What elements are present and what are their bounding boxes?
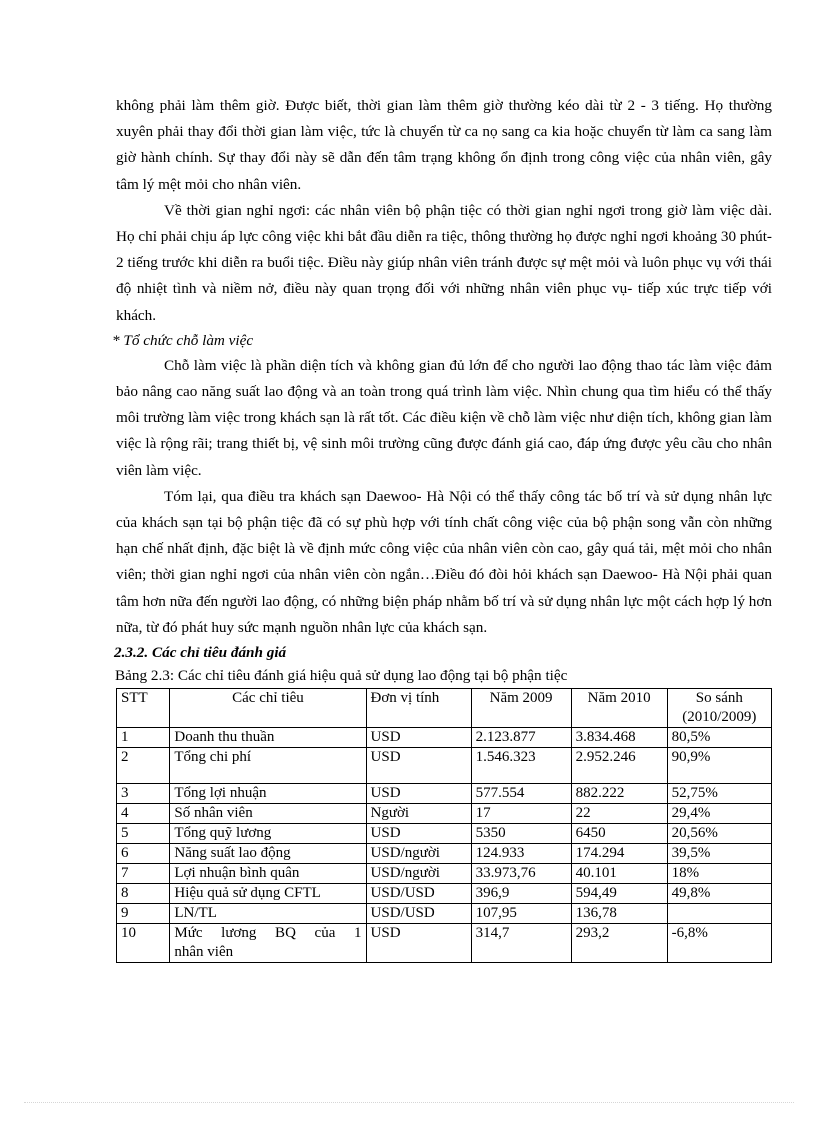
table-row (117, 844, 772, 864)
cell-stt: 9 (117, 904, 170, 924)
table-row (117, 884, 772, 904)
cell-indicator-line2: nhân viên (174, 944, 234, 961)
cell-2009: 5350 (471, 824, 571, 844)
cell-2009: 107,95 (471, 904, 571, 924)
header-year-2009: Năm 2009 (471, 689, 571, 728)
paragraph-rest-time: Về thời gian nghỉ ngơi: các nhân viên bộ phận tiệc có thời gian nghỉ ngơi trong giờ làm việc dài. Họ chỉ phải chịu áp lực công việc khi bắt đầu diễn ra tiệc, thông thường họ được nghỉ ngơi khoảng 30 phút-2 tiếng trước khi diễn ra buổi tiệc. Điều này giúp nhân viên tránh được sự mệt mỏi và luôn phục vụ với thái độ nhiệt tình và niềm nở, điều này quan trọng đối với những nhân viên phục vụ- tiếp xúc trực tiếp với khách. (116, 201, 772, 324)
cell-compare: 29,4% (667, 804, 771, 824)
cell-stt: 4 (117, 804, 170, 824)
cell-unit: Người (366, 804, 471, 824)
paragraph-workplace: Chỗ làm việc là phần diện tích và không gian đủ lớn để cho người lao động thao tác làm việc đảm bảo nâng cao năng suất lao động và an toàn trong quá trình làm việc. Nhìn chung qua tìm hiểu có thể thấy môi trường làm việc trong khách sạn là rất tốt. Các điều kiện về chỗ làm việc như diện tích, không gian làm việc là rộng rãi; trang thiết bị, vệ sinh môi trường cũng được đánh giá cao, đáp ứng được yêu cầu cho nhân viên làm việc. (116, 356, 772, 479)
cell-indicator: Số nhân viên (170, 804, 366, 824)
table-row (117, 784, 772, 804)
cell-2009: 577.554 (471, 784, 571, 804)
cell-2009: 33.973,76 (471, 864, 571, 884)
cell-2010: 293,2 (571, 924, 667, 963)
cell-stt: 7 (117, 864, 170, 884)
cell-indicator: Năng suất lao động (170, 844, 366, 864)
cell-stt: 8 (117, 884, 170, 904)
header-compare-line1: So sánh (695, 690, 743, 707)
cell-unit: USD (366, 728, 471, 748)
cell-unit: USD/người (366, 864, 471, 884)
cell-stt: 10 (117, 924, 170, 963)
indicators-table (116, 688, 772, 963)
cell-2009: 1.546.323 (471, 748, 571, 784)
cell-indicator: Hiệu quả sử dụng CFTL (170, 884, 366, 904)
cell-indicator: Tổng lợi nhuận (170, 784, 366, 804)
cell-2010: 2.952.246 (571, 748, 667, 784)
cell-2010: 594,49 (571, 884, 667, 904)
table-header-row (117, 689, 772, 728)
subheading-workplace: * Tổ chức chỗ làm việc (112, 331, 254, 349)
cell-indicator: Tổng chi phí (170, 748, 366, 784)
cell-compare (667, 904, 771, 924)
table-row (117, 748, 772, 784)
cell-2010: 174.294 (571, 844, 667, 864)
table-row (117, 804, 772, 824)
cell-indicator (170, 924, 366, 963)
header-compare (667, 689, 771, 728)
cell-2009: 314,7 (471, 924, 571, 963)
cell-indicator: LN/TL (170, 904, 366, 924)
table-row (117, 924, 772, 963)
cell-unit: USD/người (366, 844, 471, 864)
cell-unit: USD (366, 824, 471, 844)
cell-indicator: Lợi nhuận bình quân (170, 864, 366, 884)
header-year-2010: Năm 2010 (571, 689, 667, 728)
cell-stt: 6 (117, 844, 170, 864)
header-unit: Đơn vị tính (366, 689, 471, 728)
cell-compare: 90,9% (667, 748, 771, 784)
cell-unit: USD (366, 748, 471, 784)
header-stt: STT (117, 689, 170, 728)
paragraph-summary: Tóm lại, qua điều tra khách sạn Daewoo- Hà Nội có thể thấy công tác bố trí và sử dụng nhân lực của khách sạn tại bộ phận tiệc đã có sự phù hợp với tính chất công việc của bộ phận song vẫn còn những hạn chế nhất định, đặc biệt là về định mức công việc của nhân viên còn cao, gây quá tải, mệt mỏi cho nhân viên; thời gian nghỉ ngơi của nhân viên còn ngắn…Điều đó đòi hỏi khách sạn Daewoo- Hà Nội phải quan tâm hơn nữa đến người lao động, có những biện pháp nhằm bố trí và sử dụng nhân lực một cách hợp lý hơn nữa, từ đó phát huy sức mạnh nguồn nhân lực của khách sạn. (116, 487, 772, 636)
table-caption: Bảng 2.3: Các chỉ tiêu đánh giá hiệu quả sử dụng lao động tại bộ phận tiệc (115, 667, 568, 685)
cell-compare: 20,56% (667, 824, 771, 844)
table-row (117, 864, 772, 884)
cell-stt: 1 (117, 728, 170, 748)
cell-compare: 80,5% (667, 728, 771, 748)
cell-indicator: Doanh thu thuần (170, 728, 366, 748)
header-indicator: Các chỉ tiêu (170, 689, 366, 728)
cell-2010: 22 (571, 804, 667, 824)
cell-2010: 40.101 (571, 864, 667, 884)
paragraph-overtime: không phải làm thêm giờ. Được biết, thời gian làm thêm giờ thường kéo dài từ 2 - 3 tiếng. Họ thường xuyên phải thay đổi thời gian làm việc, tức là chuyển từ ca nọ sang ca kia hoặc chuyển từ làm ca sang làm giờ hành chính. Sự thay đổi này sẽ dẫn đến tâm trạng không ổn định trong công việc của nhân viên, gây tâm lý mệt mỏi cho nhân viên. (116, 97, 772, 193)
cell-compare: 52,75% (667, 784, 771, 804)
cell-unit: USD/USD (366, 904, 471, 924)
table-row (117, 824, 772, 844)
cell-2010: 3.834.468 (571, 728, 667, 748)
page-bottom-divider (24, 1102, 794, 1103)
cell-compare: -6,8% (667, 924, 771, 963)
cell-stt: 3 (117, 784, 170, 804)
cell-unit: USD (366, 784, 471, 804)
table-row (117, 728, 772, 748)
cell-2010: 882.222 (571, 784, 667, 804)
header-compare-line2: (2010/2009) (682, 709, 757, 726)
cell-2009: 124.933 (471, 844, 571, 864)
cell-compare: 39,5% (667, 844, 771, 864)
cell-2009: 2.123.877 (471, 728, 571, 748)
cell-compare: 18% (667, 864, 771, 884)
cell-compare: 49,8% (667, 884, 771, 904)
cell-indicator: Tổng quỹ lương (170, 824, 366, 844)
document-page (112, 93, 772, 963)
cell-2009: 17 (471, 804, 571, 824)
cell-unit: USD/USD (366, 884, 471, 904)
cell-2009: 396,9 (471, 884, 571, 904)
cell-stt: 2 (117, 748, 170, 784)
cell-unit: USD (366, 924, 471, 963)
cell-indicator-line1: Mức lương BQ của 1 (174, 925, 362, 942)
cell-2010: 6450 (571, 824, 667, 844)
table-row (117, 904, 772, 924)
cell-2010: 136,78 (571, 904, 667, 924)
section-title: 2.3.2. Các chỉ tiêu đánh giá (114, 644, 287, 662)
cell-stt: 5 (117, 824, 170, 844)
